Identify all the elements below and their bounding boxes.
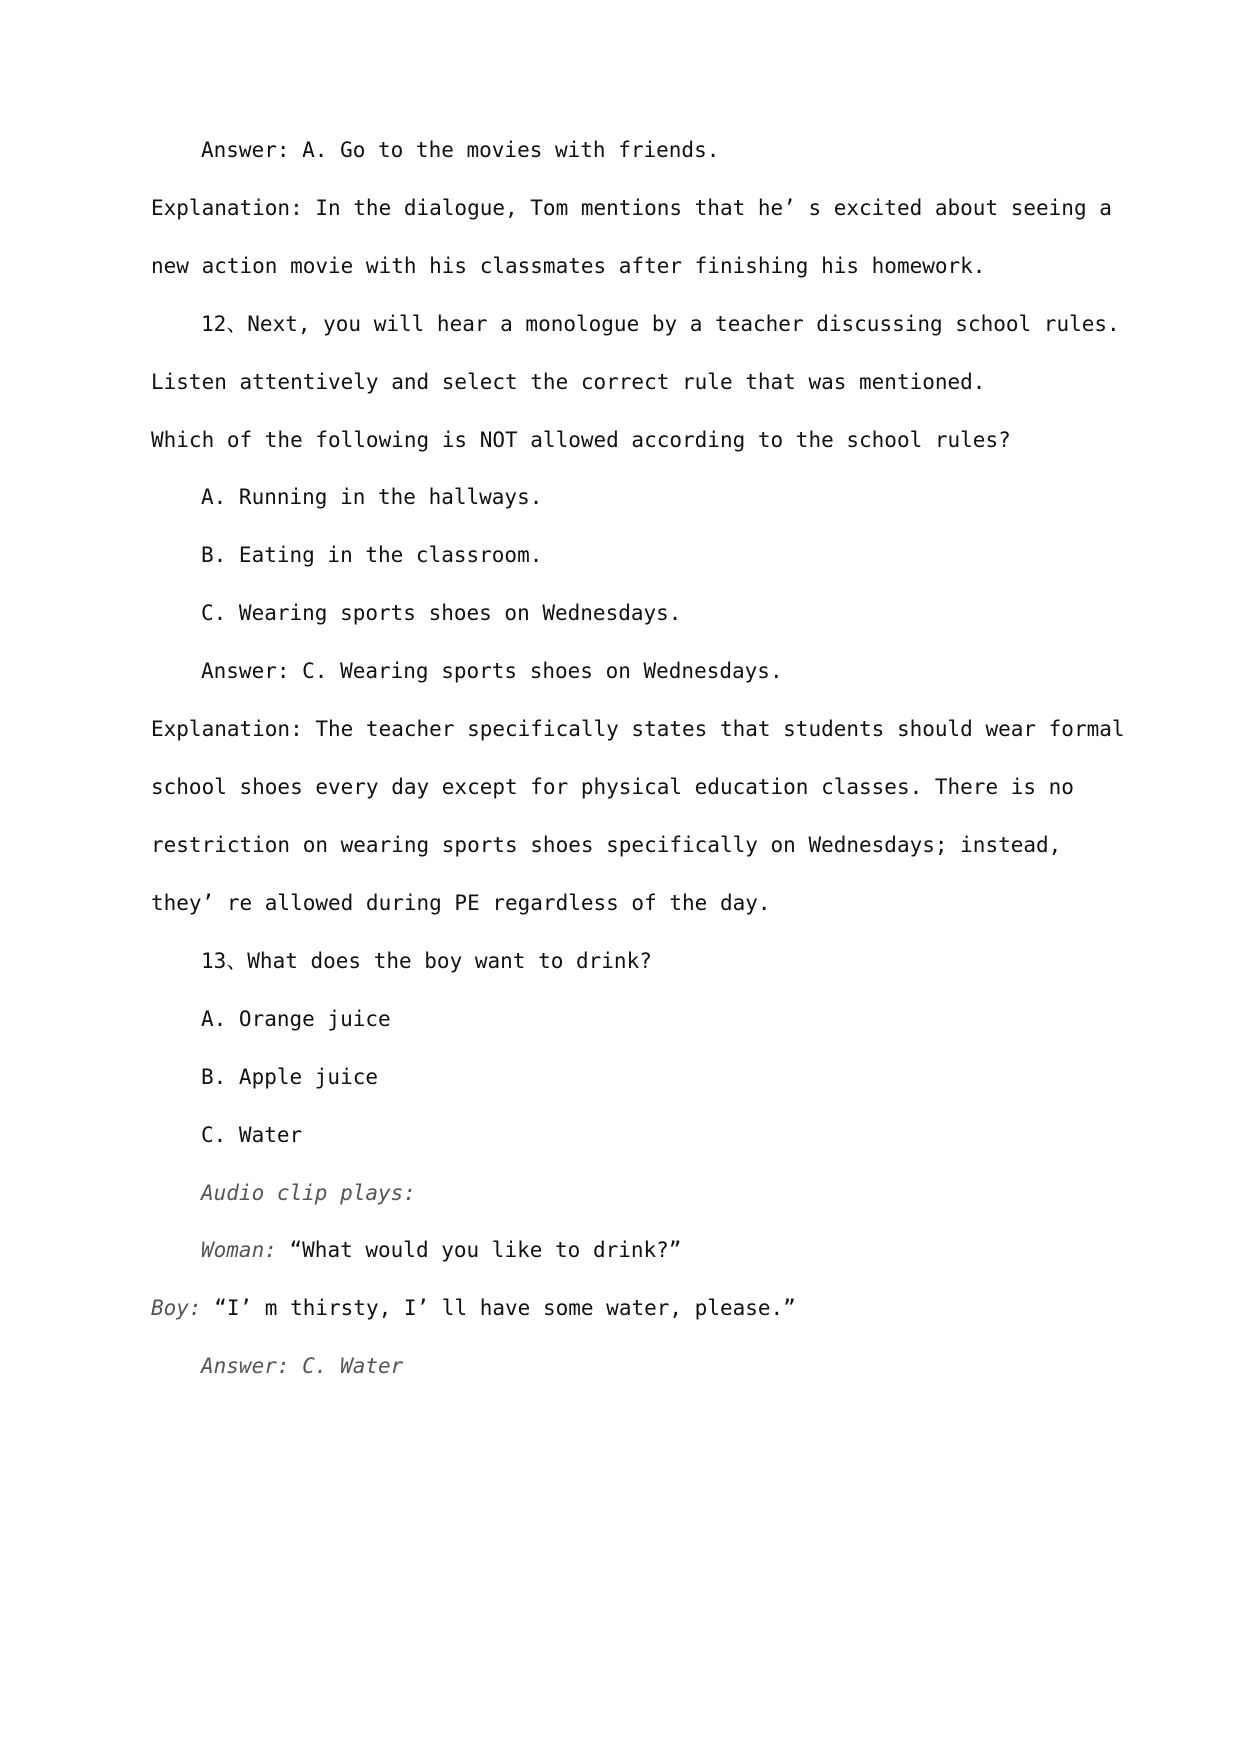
q13-option-a: A. Orange juice <box>201 1007 391 1031</box>
q12-option-c: C. Wearing sports shoes on Wednesdays. <box>201 601 682 625</box>
q13-option-c: C. Water <box>201 1123 303 1147</box>
boy-speaker-label: Boy: <box>151 1296 202 1320</box>
q13-answer: Answer: C. Water <box>201 1354 404 1378</box>
q12-option-a: A. Running in the hallways. <box>201 485 543 509</box>
q13-option-b: B. Apple juice <box>201 1065 379 1089</box>
woman-dialogue-line <box>0 1230 1241 1270</box>
boy-dialogue-line <box>0 1288 1241 1328</box>
woman-speech: “What would you like to drink?” <box>289 1238 682 1262</box>
q12-answer: Answer: C. Wearing sports shoes on Wednesdays. <box>201 659 783 683</box>
q12-explanation-line-4: they’ re allowed during PE regardless of the day. <box>151 891 771 915</box>
audio-clip-label: Audio clip plays: <box>201 1181 416 1205</box>
q12-option-b: B. Eating in the classroom. <box>201 543 543 567</box>
q11-answer: Answer: A. Go to the movies with friends. <box>201 138 720 162</box>
woman-speaker-label: Woman: <box>201 1238 277 1262</box>
boy-speech: “I’ m thirsty, I’ ll have some water, please.” <box>214 1296 796 1320</box>
q11-explanation-line-2: new action movie with his classmates after finishing his homework. <box>151 254 986 278</box>
q12-intro-line-1: 12、Next, you will hear a monologue by a teacher discussing school rules. <box>201 312 1120 336</box>
q12-explanation-line-1: Explanation: The teacher specifically states that students should wear formal <box>151 717 1125 741</box>
q13-question: 13、What does the boy want to drink? <box>201 949 652 973</box>
q12-explanation-line-2: school shoes every day except for physical education classes. There is no <box>151 775 1074 799</box>
q12-explanation-line-3: restriction on wearing sports shoes specifically on Wednesdays; instead, <box>151 833 1062 857</box>
q12-question: Which of the following is NOT allowed according to the school rules? <box>151 428 1011 452</box>
q11-explanation-line-1: Explanation: In the dialogue, Tom mentions that he’ s excited about seeing a <box>151 196 1112 220</box>
q12-intro-line-2: Listen attentively and select the correct rule that was mentioned. <box>151 370 986 394</box>
